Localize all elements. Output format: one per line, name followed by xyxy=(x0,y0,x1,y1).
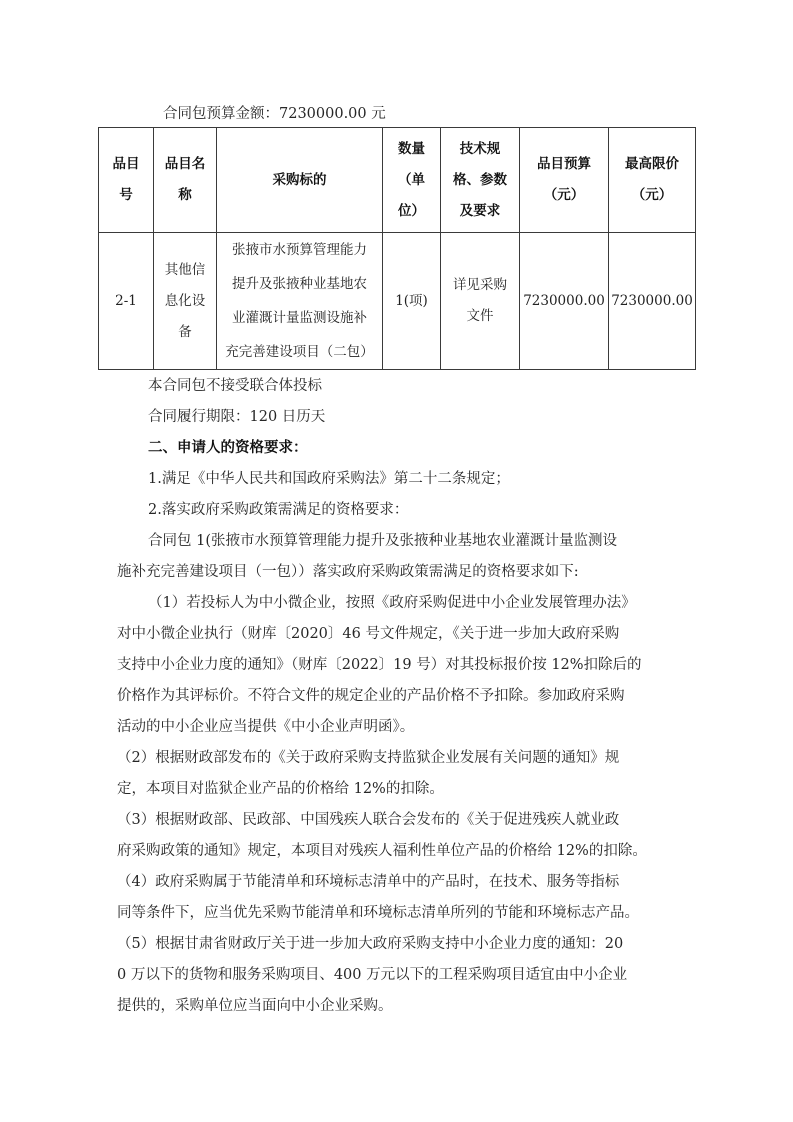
policy-5-line-1: （5）根据甘肃省财政厅关于进一步加大政府采购支持中小企业力度的通知：20 xyxy=(117,936,624,952)
policy-1-line-2: 对中小微企业执行（财库〔2020〕46 号文件规定，《关于进一步加大政府采购 xyxy=(117,626,620,642)
policy-2-line-2: 定，本项目对监狱企业产品的价格给 12%的扣除。 xyxy=(117,781,444,797)
policy-1-line-4: 价格作为其评标价。不符合文件的规定企业的产品价格不予扣除。参加政府采购 xyxy=(117,688,625,704)
cell-subject: 张掖市水预算管理能力 提升及张掖种业基地农 业灌溉计量监测设施补 充完善建设项目（二包） xyxy=(217,233,383,370)
contract-term: 合同履行期限：120 日历天 xyxy=(148,409,326,425)
policy-3-line-1: （3）根据财政部、民政部、中国残疾人联合会发布的《关于促进残疾人就业政 xyxy=(117,812,620,828)
cell-spec: 详见采购 文件 xyxy=(441,233,520,370)
budget-amount-line: 合同包预算金额：7230000.00 元 xyxy=(163,106,386,122)
package-line-1: 合同包 1(张掖市水预算管理能力提升及张掖种业基地农业灌溉计量监测设 xyxy=(148,533,617,549)
package-line-2: 施补充完善建设项目（一包））落实政府采购政策需满足的资格要求如下: xyxy=(117,564,579,580)
table-header-row xyxy=(99,128,696,233)
cell-item-name: 其他信 息化设 备 xyxy=(154,233,217,370)
policy-3-line-2: 府采购政策的通知》规定，本项目对残疾人福利性单位产品的价格给 12%的扣除。 xyxy=(117,843,647,859)
policy-5-line-3: 提供的，采购单位应当面向中小企业采购。 xyxy=(117,998,393,1014)
header-item-name: 品目名 称 xyxy=(154,128,217,233)
policy-1-line-3: 支持中小企业力度的通知》（财库〔2022〕19 号）对其投标报价按 12%扣除后的 xyxy=(117,657,642,673)
header-item-no: 品目 号 xyxy=(99,128,154,233)
header-max-price: 最高限价 （元） xyxy=(609,128,696,233)
requirement-1: 1.满足《中华人民共和国政府采购法》第二十二条规定； xyxy=(148,471,510,487)
header-spec: 技术规 格、参数 及要求 xyxy=(441,128,520,233)
header-subject: 采购标的 xyxy=(217,128,383,233)
header-quantity: 数量 （单 位） xyxy=(383,128,441,233)
no-consortium-note: 本合同包不接受联合体投标 xyxy=(148,378,322,394)
section-heading-qualifications: 二、申请人的资格要求： xyxy=(148,440,308,456)
policy-5-line-2: 0 万以下的货物和服务采购项目、400 万元以下的工程采购项目适宜由中小企业 xyxy=(117,967,628,983)
requirement-2: 2.落实政府采购政策需满足的资格要求： xyxy=(148,502,409,518)
cell-max-price: 7230000.00 xyxy=(609,233,696,370)
table-row xyxy=(99,233,696,370)
policy-1-line-1: （1）若投标人为中小微企业，按照《政府采购促进中小企业发展管理办法》 xyxy=(148,595,636,611)
policy-4-line-2: 同等条件下，应当优先采购节能清单和环境标志清单所列的节能和环境标志产品。 xyxy=(117,905,639,921)
cell-budget: 7230000.00 xyxy=(520,233,609,370)
policy-4-line-1: （4）政府采购属于节能清单和环境标志清单中的产品时，在技术、服务等指标 xyxy=(117,874,620,890)
header-budget: 品目预算 （元） xyxy=(520,128,609,233)
procurement-table xyxy=(98,127,696,370)
cell-quantity: 1(项) xyxy=(383,233,441,370)
cell-item-no: 2-1 xyxy=(99,233,154,370)
policy-2-line-1: （2）根据财政部发布的《关于政府采购支持监狱企业发展有关问题的通知》规 xyxy=(117,750,620,766)
policy-1-line-5: 活动的中小企业应当提供《中小企业声明函》。 xyxy=(117,719,415,735)
